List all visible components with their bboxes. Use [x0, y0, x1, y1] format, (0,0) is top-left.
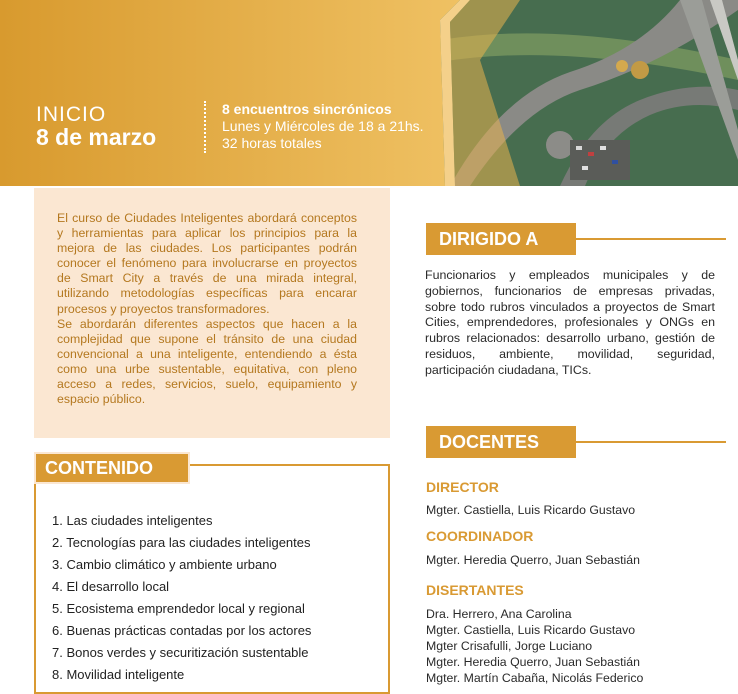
list-item: 7. Bonos verdes y securitización sustentable: [52, 645, 309, 660]
intro-paragraph-2: Se abordarán diferentes aspectos que hacen a la complejidad que supone el tránsito de una ciudad convencional a una inteligente, entendiendo a ésta como una urbe sustentable, equitativa, con pleno acceso a redes, servicios, suelo, equipamiento y espacio público.: [57, 316, 357, 407]
list-item: 4. El desarrollo local: [52, 579, 170, 594]
contenido-list: [52, 511, 382, 687]
schedule-info: [222, 101, 424, 152]
intro-text: [57, 211, 357, 407]
director-label: DIRECTOR: [426, 479, 499, 495]
dirigido-title: DIRIGIDO A: [426, 223, 576, 255]
header-banner: [0, 0, 738, 186]
list-item: Dra. Herrero, Ana Carolina: [426, 607, 572, 621]
horario-text: Lunes y Miércoles de 18 a 21hs.: [222, 118, 424, 134]
director-name: Mgter. Castiella, Luis Ricardo Gustavo: [426, 503, 636, 517]
disertantes-list: [426, 606, 643, 686]
coordinador-name: Mgter. Heredia Querro, Juan Sebastián: [426, 553, 640, 567]
coordinador-label: COORDINADOR: [426, 528, 534, 544]
inicio-label: INICIO: [36, 103, 107, 126]
list-item: 1. Las ciudades inteligentes: [52, 513, 213, 528]
list-item: Mgter Crisafulli, Jorge Luciano: [426, 639, 593, 653]
docentes-title: DOCENTES: [426, 426, 576, 458]
dirigido-text: Funcionarios y empleados municipales y de gobiernos, funcionarios de empresas privadas, sobre todo rubros vinculados a proyectos de Smart Cities, emprendedores, profesionales y ONGs en rubros relacionados: desarrollo urbano, gestión de residuos, ambiente, movilidad, seguridad, participación ciudadana, TICs.: [425, 268, 715, 377]
list-item: 8. Movilidad inteligente: [52, 667, 185, 682]
list-item: Mgter. Castiella, Luis Ricardo Gustavo: [426, 623, 636, 637]
header-divider: [204, 101, 206, 153]
list-item: Mgter. Heredia Querro, Juan Sebastián: [426, 655, 640, 669]
list-item: Mgter. Martín Cabaña, Nicolás Federico: [426, 671, 644, 685]
dirigido-divider: [576, 238, 726, 240]
list-item: 2. Tecnologías para las ciudades inteligentes: [52, 535, 311, 550]
list-item: 3. Cambio climático y ambiente urbano: [52, 557, 277, 572]
list-item: 5. Ecosistema emprendedor local y regional: [52, 601, 305, 616]
disertantes-label: DISERTANTES: [426, 582, 524, 598]
inicio-date: 8 de marzo: [36, 124, 157, 150]
banner-diagonal-shape: [0, 0, 738, 186]
horas-text: 32 horas totales: [222, 135, 322, 151]
contenido-title: CONTENIDO: [34, 452, 190, 484]
docentes-divider: [576, 441, 726, 443]
list-item: 6. Buenas prácticas contadas por los actores: [52, 623, 312, 638]
encuentros-text: 8 encuentros sincrónicos: [222, 101, 392, 117]
intro-paragraph-1: El curso de Ciudades Inteligentes abordará conceptos y herramientas para aplicar los principios para la mejora de las ciudades. Los participantes podrán conocer el fenómeno para involucrarse en proyectos de Smart City a través de una mirada integral, utilizando metodologías específicas para encarar procesos y proyectos transformadores.: [57, 211, 357, 316]
